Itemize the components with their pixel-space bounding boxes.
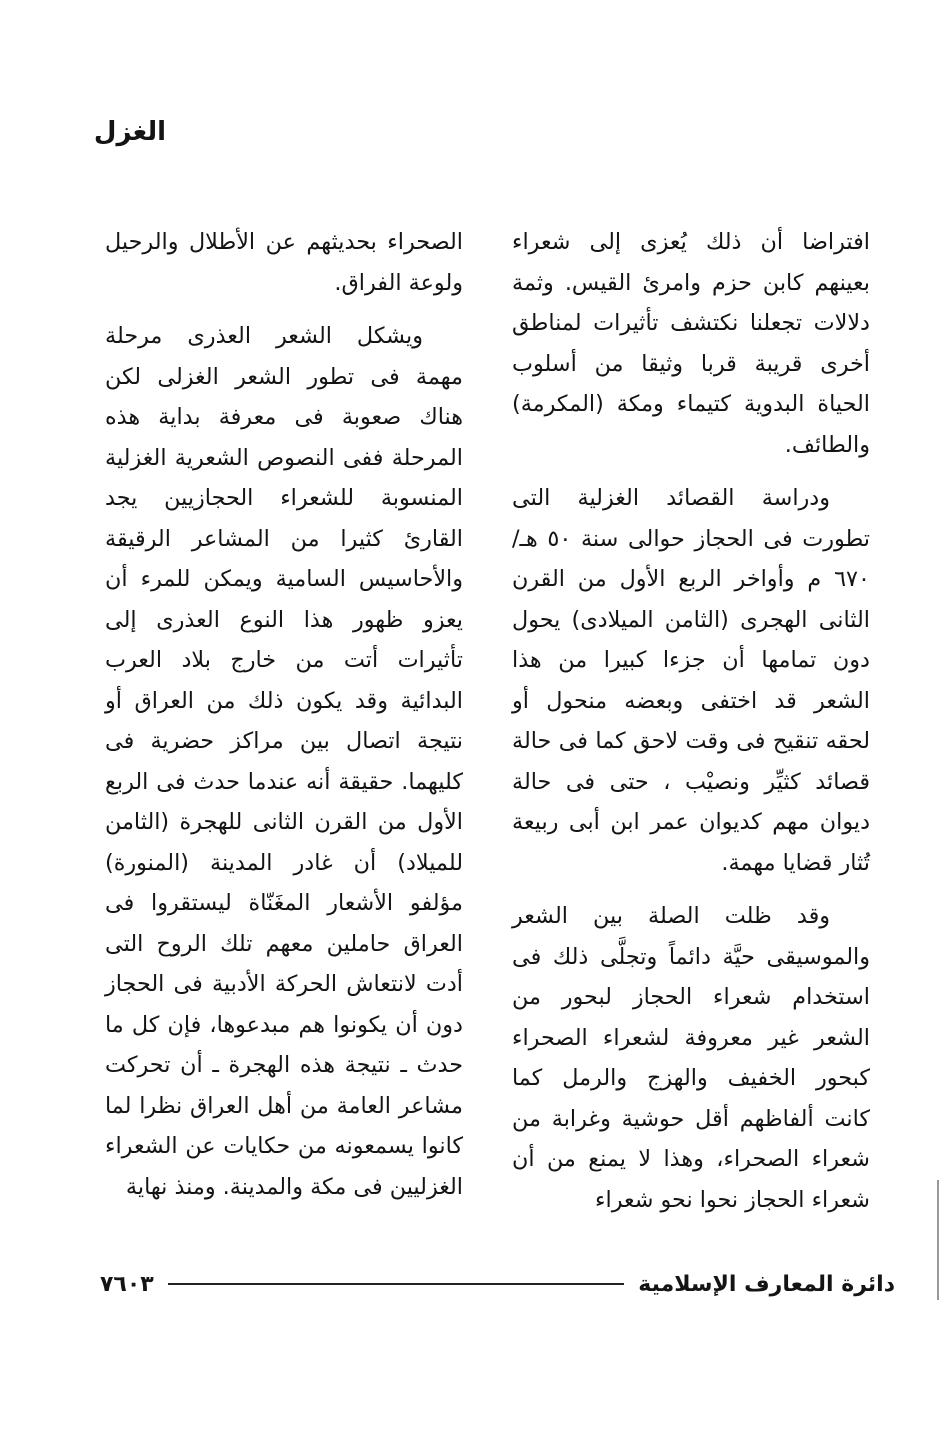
footer-rule <box>168 1283 625 1285</box>
paragraph: ويشكل الشعر العذرى مرحلة مهمة فى تطور الشعر الغزلى لكن هناك صعوبة فى معرفة بداية هذه المرحلة ففى النصوص الشعرية الغزلية المنسوبة للشعراء الحجازيين يجد القارئ كثيرا من المشاعر الرقيقة والأحاسيس السامية ويمكن للمرء أن يعزو ظهور هذا النوع العذرى إلى تأثيرات أتت من خارج بلاد العرب البدائية وقد يكون ذلك من العراق أو نتيجة اتصال بين مراكز حضرية فى كليهما. حقيقة أنه عندما حدث فى الربع الأول من القرن الثانى للهجرة (الثامن للميلاد) أن غادر المدينة (المنورة) مؤلفو الأشعار المغَنّاة ليستقروا فى العراق حاملين معهم تلك الروح التى أدت لانتعاش الحركة الأدبية فى الحجاز دون أن يكونوا هم مبدعوها، فإن كل ما حدث ـ نتيجة هذه الهجرة ـ أن تحركت مشاعر العامة من أهل العراق نظرا لما كانوا يسمعونه من حكايات عن الشعراء الغزليين فى مكة والمدينة. ومنذ نهاية <box>105 323 463 1200</box>
text-column-left <box>105 222 463 1220</box>
paragraph: ودراسة القصائد الغزلية التى تطورت فى الحجاز حوالى سنة ٥٠ هـ/ ٦٧٠ م وأواخر الربع الأول من القرن الثانى الهجرى (الثامن الميلادى) يحول دون تمامها أن جزءا كبيرا من هذا الشعر قد اختفى وبعضه منحول أو لحقه تنقيح فى وقت لاحق كما فى حالة قصائد كثيِّر ونصيْب ، حتى فى حالة ديوان مهم كديوان عمر ابن أبى ربيعة تُثار قضايا مهمة. <box>512 485 871 876</box>
running-head-title: الغزل <box>93 117 166 147</box>
paragraph: وقد ظلت الصلة بين الشعر والموسيقى حيَّة دائماً وتجلَّى ذلك فى استخدام شعراء الحجاز لبحور من الشعر غير معروفة لشعراء الصحراء كبحور الخفيف والهزج والرمل كما كانت ألفاظهم أقل حوشية وغرابة من شعراء الصحراء، وهذا لا يمنع من أن شعراء الحجاز نحوا نحو شعراء <box>512 903 870 1213</box>
paragraph: الصحراء بحديثهم عن الأطلال والرحيل ولوعة الفراق. <box>105 229 463 296</box>
footer-publication-title: دائرة المعارف الإسلامية <box>638 1271 895 1297</box>
page-footer <box>100 1262 895 1306</box>
paragraph: افتراضا أن ذلك يُعزى إلى شعراء بعينهم كابن حزم وامرئ القيس. وثمة دلالات تجعلنا نكتشف تأثيرات لمناطق أخرى قريبة قربا وثيقا من أسلوب الحياة البدوية كتيماء ومكة (المكرمة) والطائف. <box>512 229 870 458</box>
text-column-right <box>512 222 870 1233</box>
scan-edge-mark <box>937 1180 939 1300</box>
page-number: ٧٦٠٣ <box>100 1271 154 1297</box>
